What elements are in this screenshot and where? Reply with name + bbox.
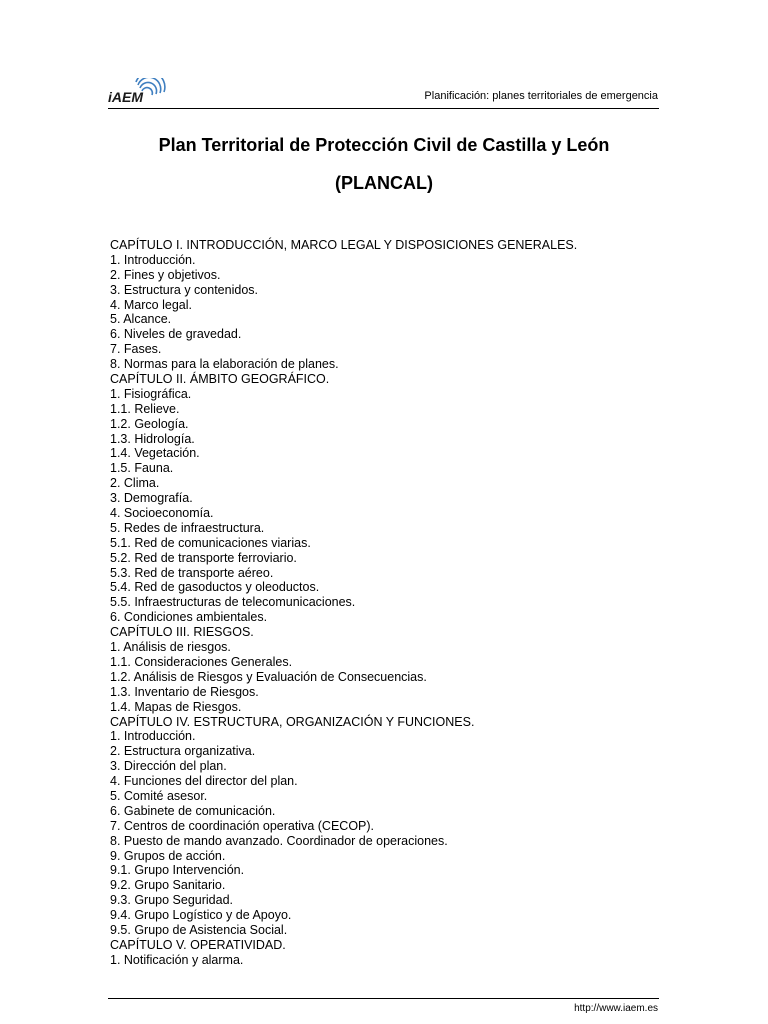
header-section-title: Planificación: planes territoriales de emergencia [424,90,658,102]
toc-entry: 1.3. Inventario de Riesgos. [110,684,259,699]
toc-entry: 1. Introducción. [110,252,196,267]
toc-entry: 3. Estructura y contenidos. [110,282,258,297]
toc-entry: 1.1. Consideraciones Generales. [110,654,293,669]
toc-entry: 2. Estructura organizativa. [110,744,256,759]
toc-entry: 1. Fisiográfica. [110,386,192,401]
footer-url: http://www.iaem.es [574,1003,658,1014]
toc-entry: 1. Notificación y alarma. [110,952,244,967]
table-of-contents [110,238,670,968]
toc-entry: 5. Alcance. [110,312,172,327]
toc-entry: 9.3. Grupo Seguridad. [110,893,233,908]
toc-entry: CAPÍTULO V. OPERATIVIDAD. [110,937,286,952]
svg-text:iAEM: iAEM [108,89,143,105]
toc-entry: 5.2. Red de transporte ferroviario. [110,550,297,565]
toc-entry: CAPÍTULO I. INTRODUCCIÓN, MARCO LEGAL Y DISPOSICIONES GENERALES. [110,238,578,252]
toc-entry: 9.1. Grupo Intervención. [110,863,245,878]
toc-entry: CAPÍTULO III. RIESGOS. [110,625,254,640]
toc-entry: 9. Grupos de acción. [110,848,226,863]
toc-entry: 6. Condiciones ambientales. [110,610,268,625]
toc-entry: 7. Fases. [110,342,162,357]
toc-entry: 9.4. Grupo Logístico y de Apoyo. [110,908,292,923]
toc-entry: 1.2. Geología. [110,416,189,431]
toc-entry: 8. Puesto de mando avanzado. Coordinador de operaciones. [110,833,448,848]
toc-entry: 9.2. Grupo Sanitario. [110,878,226,893]
toc-entry: 4. Funciones del director del plan. [110,774,298,789]
iaem-logo [108,78,168,108]
toc-entry: 5.5. Infraestructuras de telecomunicaciones. [110,595,356,610]
toc-entry: 1.3. Hidrología. [110,431,195,446]
toc-entry: 3. Demografía. [110,491,193,506]
toc-entry: 2. Fines y objetivos. [110,267,221,282]
toc-entry: 9.5. Grupo de Asistencia Social. [110,922,288,937]
toc-entry: 8. Normas para la elaboración de planes. [110,357,339,372]
toc-entry: 1.5. Fauna. [110,461,174,476]
toc-entry: 4. Marco legal. [110,297,192,312]
toc-entry: 1.4. Mapas de Riesgos. [110,699,242,714]
toc-entry: 7. Centros de coordinación operativa (CECOP). [110,818,375,833]
header-divider [108,108,659,109]
toc-entry: 1.4. Vegetación. [110,446,200,461]
toc-entry: 6. Niveles de gravedad. [110,327,242,342]
toc-entry: 5.1. Red de comunicaciones viarias. [110,535,311,550]
toc-entry: 1.2. Análisis de Riesgos y Evaluación de Consecuencias. [110,669,427,684]
footer-divider [108,998,659,999]
toc-entry: 6. Gabinete de comunicación. [110,803,276,818]
toc-entry: 1.1. Relieve. [110,401,180,416]
document-title: Plan Territorial de Protección Civil de Castilla y León [158,135,610,155]
document-subtitle: (PLANCAL) [335,173,433,193]
toc-entry: 3. Dirección del plan. [110,759,227,774]
toc-entry: 5. Comité asesor. [110,788,208,803]
toc-entry: 4. Socioeconomía. [110,506,214,521]
toc-entry: 2. Clima. [110,476,160,491]
toc-entry: 5.3. Red de transporte aéreo. [110,565,274,580]
toc-entry: CAPÍTULO II. ÁMBITO GEOGRÁFICO. [110,372,330,387]
toc-entry: 5. Redes de infraestructura. [110,520,265,535]
toc-entry: 5.4. Red de gasoductos y oleoductos. [110,580,320,595]
toc-entry: 1. Análisis de riesgos. [110,640,231,655]
toc-entry: CAPÍTULO IV. ESTRUCTURA, ORGANIZACIÓN Y FUNCIONES. [110,714,475,729]
toc-entry: 1. Introducción. [110,729,196,744]
